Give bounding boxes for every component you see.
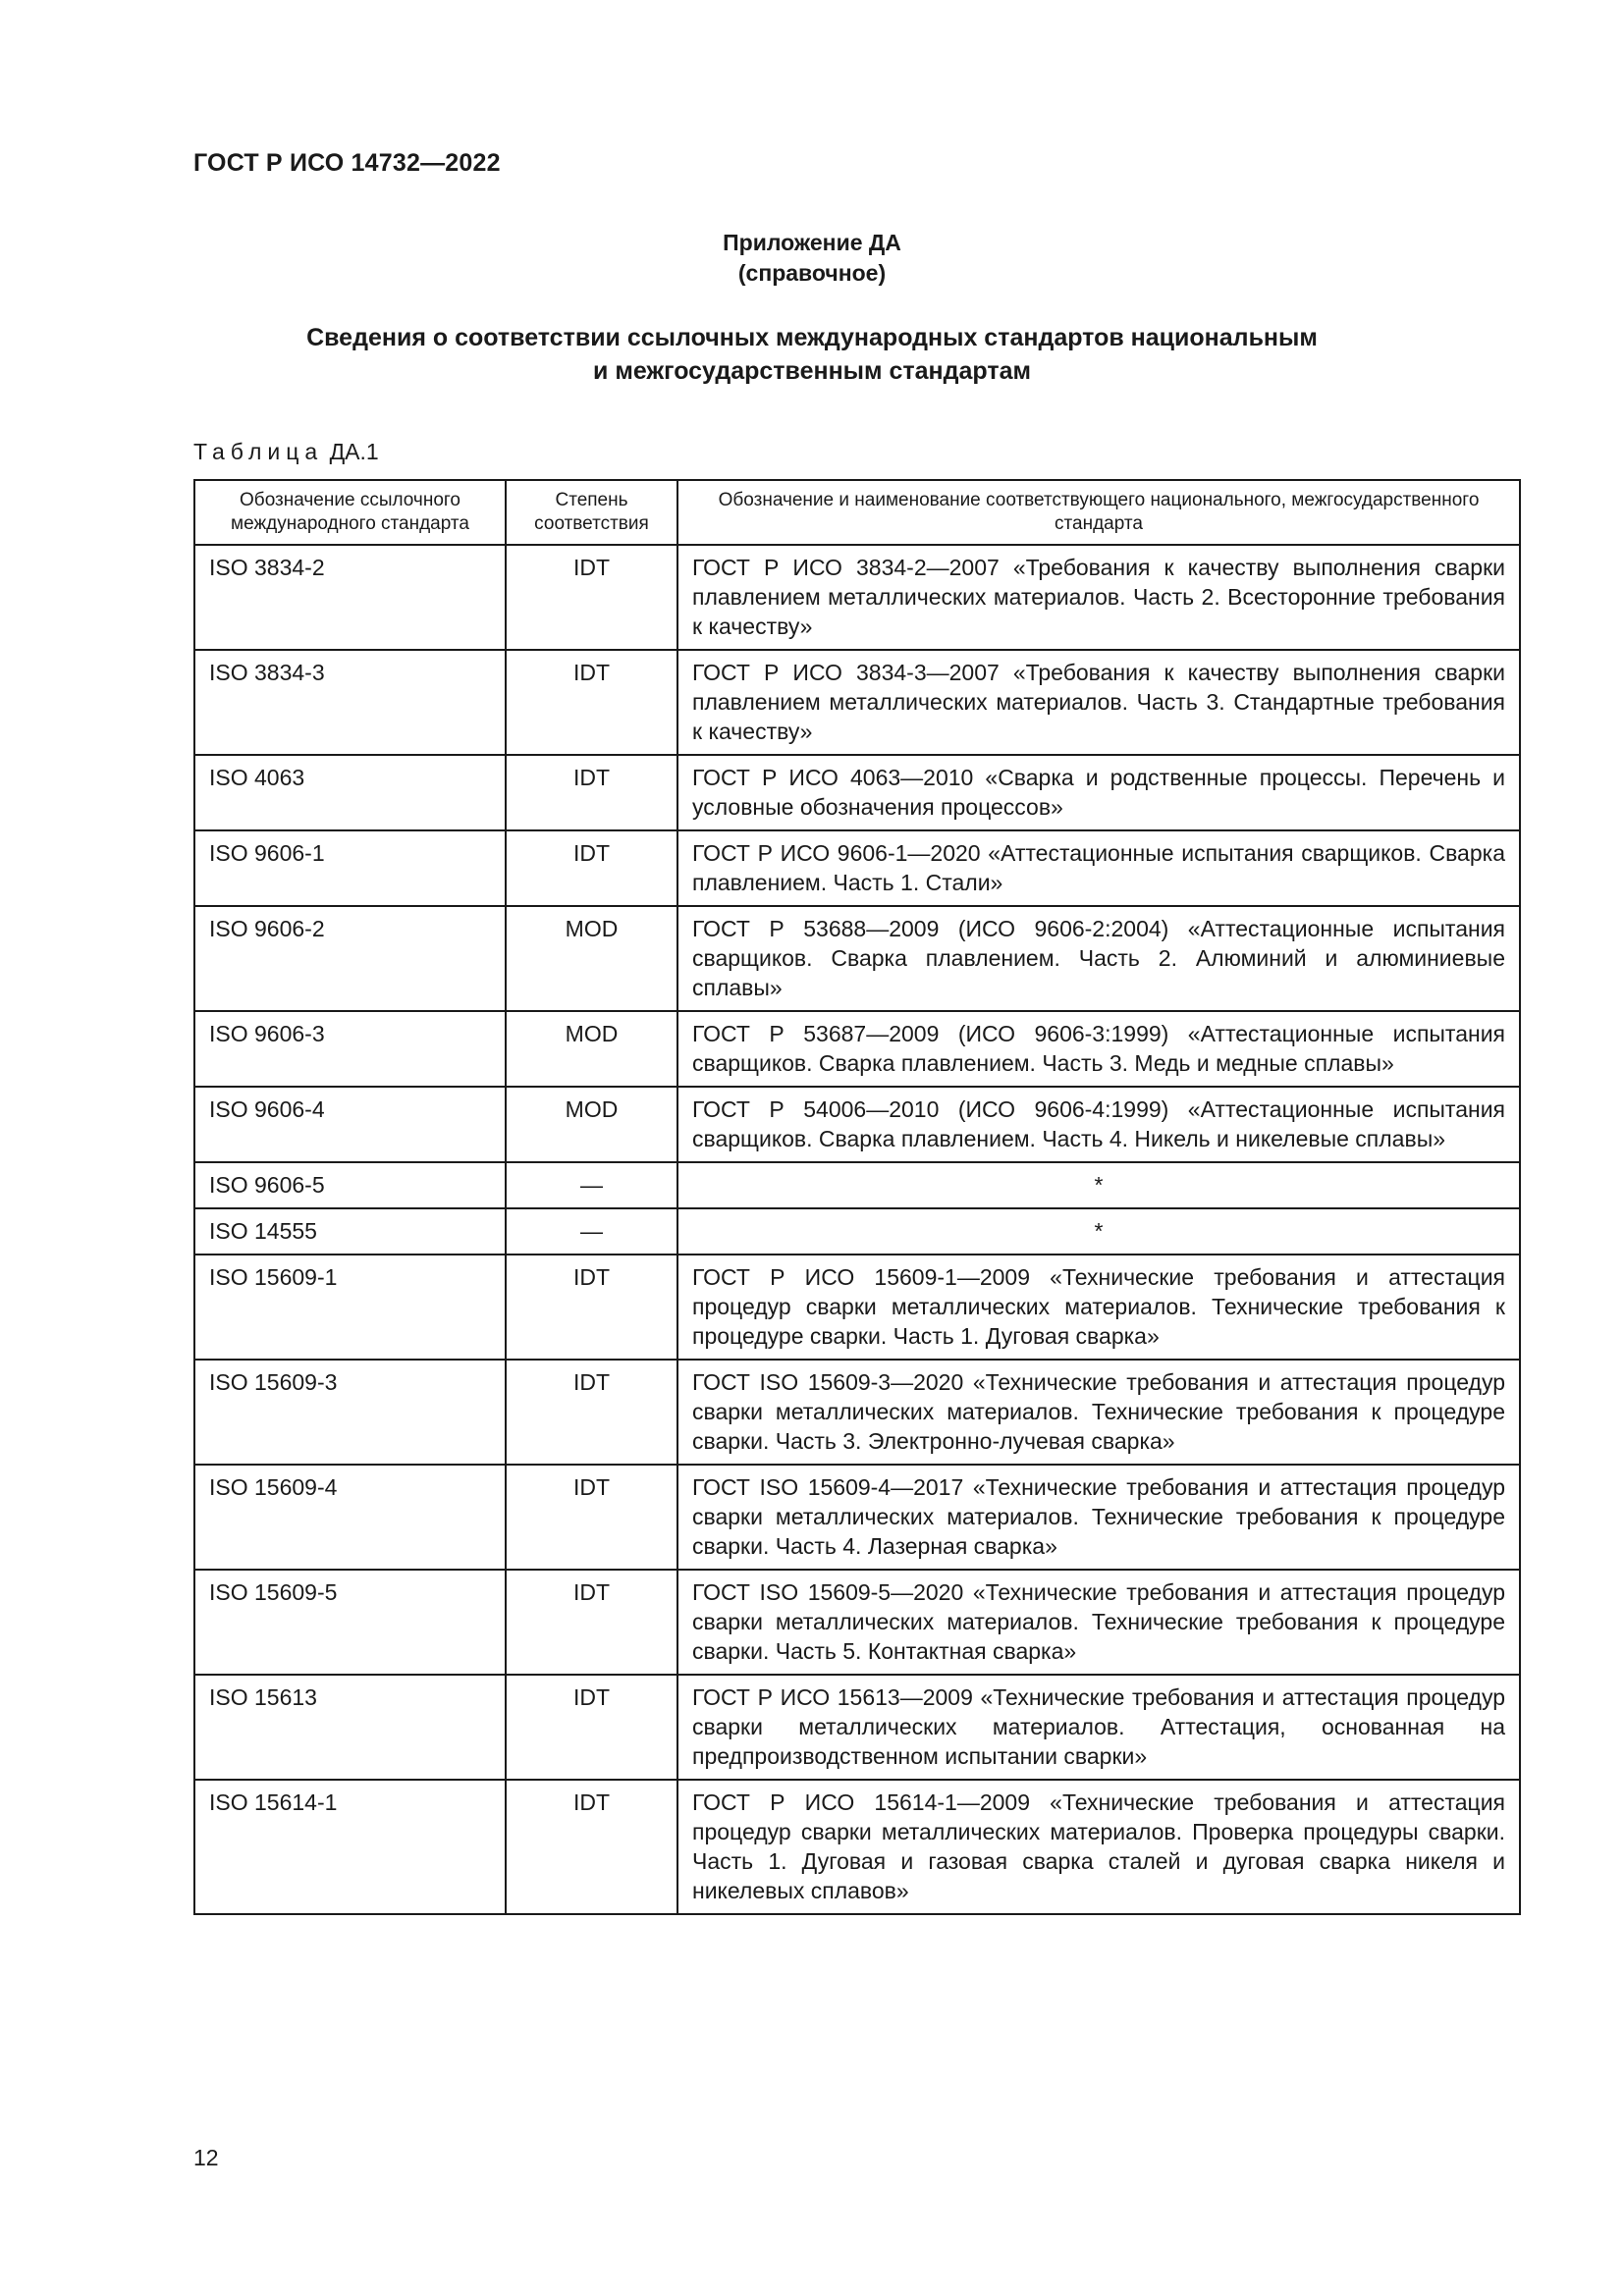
cell-degree: IDT <box>506 1360 677 1465</box>
table-row <box>194 1162 1520 1208</box>
cell-degree: IDT <box>506 545 677 650</box>
cell-national-standard: ГОСТ Р ИСО 9606-1—2020 «Аттестационные испытания сварщиков. Сварка плавлением. Часть 1. Стали» <box>677 830 1520 906</box>
table-label-number: ДА.1 <box>329 439 379 464</box>
table-label <box>193 439 379 465</box>
cell-degree: IDT <box>506 1570 677 1675</box>
cell-national-standard: ГОСТ Р 54006—2010 (ИСО 9606-4:1999) «Аттестационные испытания сварщиков. Сварка плавлением. Часть 4. Никель и никелевые сплавы» <box>677 1087 1520 1162</box>
cell-degree: IDT <box>506 650 677 755</box>
cell-international-code: ISO 14555 <box>194 1208 506 1255</box>
cell-international-code: ISO 15609-5 <box>194 1570 506 1675</box>
correspondence-table <box>193 479 1521 1915</box>
cell-international-code: ISO 3834-2 <box>194 545 506 650</box>
table-row <box>194 1208 1520 1255</box>
cell-degree: IDT <box>506 755 677 830</box>
cell-international-code: ISO 9606-3 <box>194 1011 506 1087</box>
table-body <box>194 545 1520 1914</box>
cell-international-code: ISO 15609-1 <box>194 1255 506 1360</box>
cell-degree: IDT <box>506 830 677 906</box>
cell-national-standard: ГОСТ Р 53687—2009 (ИСО 9606-3:1999) «Аттестационные испытания сварщиков. Сварка плавлением. Часть 3. Медь и медные сплавы» <box>677 1011 1520 1087</box>
annex-title-line-1: Сведения о соответствии ссылочных международных стандартов национальным <box>306 324 1318 351</box>
header-degree-of-correspondence: Степень соответствия <box>506 480 677 545</box>
cell-degree: IDT <box>506 1780 677 1914</box>
cell-national-standard: ГОСТ Р ИСО 15614-1—2009 «Технические требования и аттестация процедур сварки металлических материалов. Проверка процедуры сварки. Часть 1. Дуговая и газовая сварка сталей и дуговая сварка никеля и никелевых сплавов» <box>677 1780 1520 1914</box>
cell-national-standard: ГОСТ ISO 15609-4—2017 «Технические требования и аттестация процедур сварки металлических материалов. Технические требования к процедуре сварки. Часть 4. Лазерная сварка» <box>677 1465 1520 1570</box>
table-row <box>194 1780 1520 1914</box>
cell-degree: IDT <box>506 1465 677 1570</box>
cell-international-code: ISO 15614-1 <box>194 1780 506 1914</box>
table-header-row <box>194 480 1520 545</box>
cell-international-code: ISO 9606-4 <box>194 1087 506 1162</box>
table-label-word: Таблица <box>193 439 324 464</box>
cell-national-standard: ГОСТ Р ИСО 3834-2—2007 «Требования к качеству выполнения сварки плавлением металлических материалов. Часть 2. Всесторонние требования к качеству» <box>677 545 1520 650</box>
table-row <box>194 1087 1520 1162</box>
page-number: 12 <box>193 2145 219 2170</box>
annex-heading <box>0 228 1624 289</box>
cell-degree: MOD <box>506 1011 677 1087</box>
cell-degree: MOD <box>506 1087 677 1162</box>
annex-title-line-2: и межгосударственным стандартам <box>593 357 1031 385</box>
annex-title <box>0 321 1624 388</box>
table-row <box>194 1011 1520 1087</box>
cell-degree: IDT <box>506 1675 677 1780</box>
cell-international-code: ISO 3834-3 <box>194 650 506 755</box>
cell-international-code: ISO 9606-2 <box>194 906 506 1011</box>
table-row <box>194 650 1520 755</box>
table-row <box>194 1360 1520 1465</box>
cell-international-code: ISO 9606-5 <box>194 1162 506 1208</box>
cell-international-code: ISO 15613 <box>194 1675 506 1780</box>
cell-national-standard: ГОСТ Р ИСО 15609-1—2009 «Технические требования и аттестация процедур сварки металлических материалов. Технические требования к процедуре сварки. Часть 1. Дуговая сварка» <box>677 1255 1520 1360</box>
cell-degree: MOD <box>506 906 677 1011</box>
cell-national-standard: ГОСТ Р 53688—2009 (ИСО 9606-2:2004) «Аттестационные испытания сварщиков. Сварка плавлением. Часть 2. Алюминий и алюминиевые сплавы» <box>677 906 1520 1011</box>
cell-national-standard: ГОСТ Р ИСО 3834-3—2007 «Требования к качеству выполнения сварки плавлением металлических материалов. Часть 3. Стандартные требования к качеству» <box>677 650 1520 755</box>
table-row <box>194 1570 1520 1675</box>
document-code: ГОСТ Р ИСО 14732—2022 <box>193 149 501 177</box>
cell-national-standard: ГОСТ ISO 15609-5—2020 «Технические требования и аттестация процедур сварки металлических материалов. Технические требования к процедуре сварки. Часть 5. Контактная сварка» <box>677 1570 1520 1675</box>
table-row <box>194 1255 1520 1360</box>
cell-international-code: ISO 15609-3 <box>194 1360 506 1465</box>
header-international-standard: Обозначение ссылочного международного стандарта <box>194 480 506 545</box>
table-row <box>194 1675 1520 1780</box>
cell-national-standard: ГОСТ ISO 15609-3—2020 «Технические требования и аттестация процедур сварки металлических материалов. Технические требования к процедуре сварки. Часть 3. Электронно-лучевая сварка» <box>677 1360 1520 1465</box>
table-row <box>194 755 1520 830</box>
table-row <box>194 545 1520 650</box>
cell-degree: — <box>506 1162 677 1208</box>
cell-national-standard: ГОСТ Р ИСО 4063—2010 «Сварка и родственные процессы. Перечень и условные обозначения процессов» <box>677 755 1520 830</box>
cell-national-standard: * <box>677 1208 1520 1255</box>
table-row <box>194 1465 1520 1570</box>
cell-international-code: ISO 4063 <box>194 755 506 830</box>
annex-label: Приложение ДА <box>723 230 901 255</box>
cell-international-code: ISO 15609-4 <box>194 1465 506 1570</box>
table-row <box>194 830 1520 906</box>
table-row <box>194 906 1520 1011</box>
annex-type: (справочное) <box>737 260 887 286</box>
cell-degree: — <box>506 1208 677 1255</box>
cell-degree: IDT <box>506 1255 677 1360</box>
header-national-standard: Обозначение и наименование соответствующего национального, межгосударственного стандарта <box>677 480 1520 545</box>
cell-national-standard: ГОСТ Р ИСО 15613—2009 «Технические требования и аттестация процедур сварки металлических материалов. Аттестация, основанная на предпроизводственном испытании сварки» <box>677 1675 1520 1780</box>
cell-international-code: ISO 9606-1 <box>194 830 506 906</box>
cell-national-standard: * <box>677 1162 1520 1208</box>
